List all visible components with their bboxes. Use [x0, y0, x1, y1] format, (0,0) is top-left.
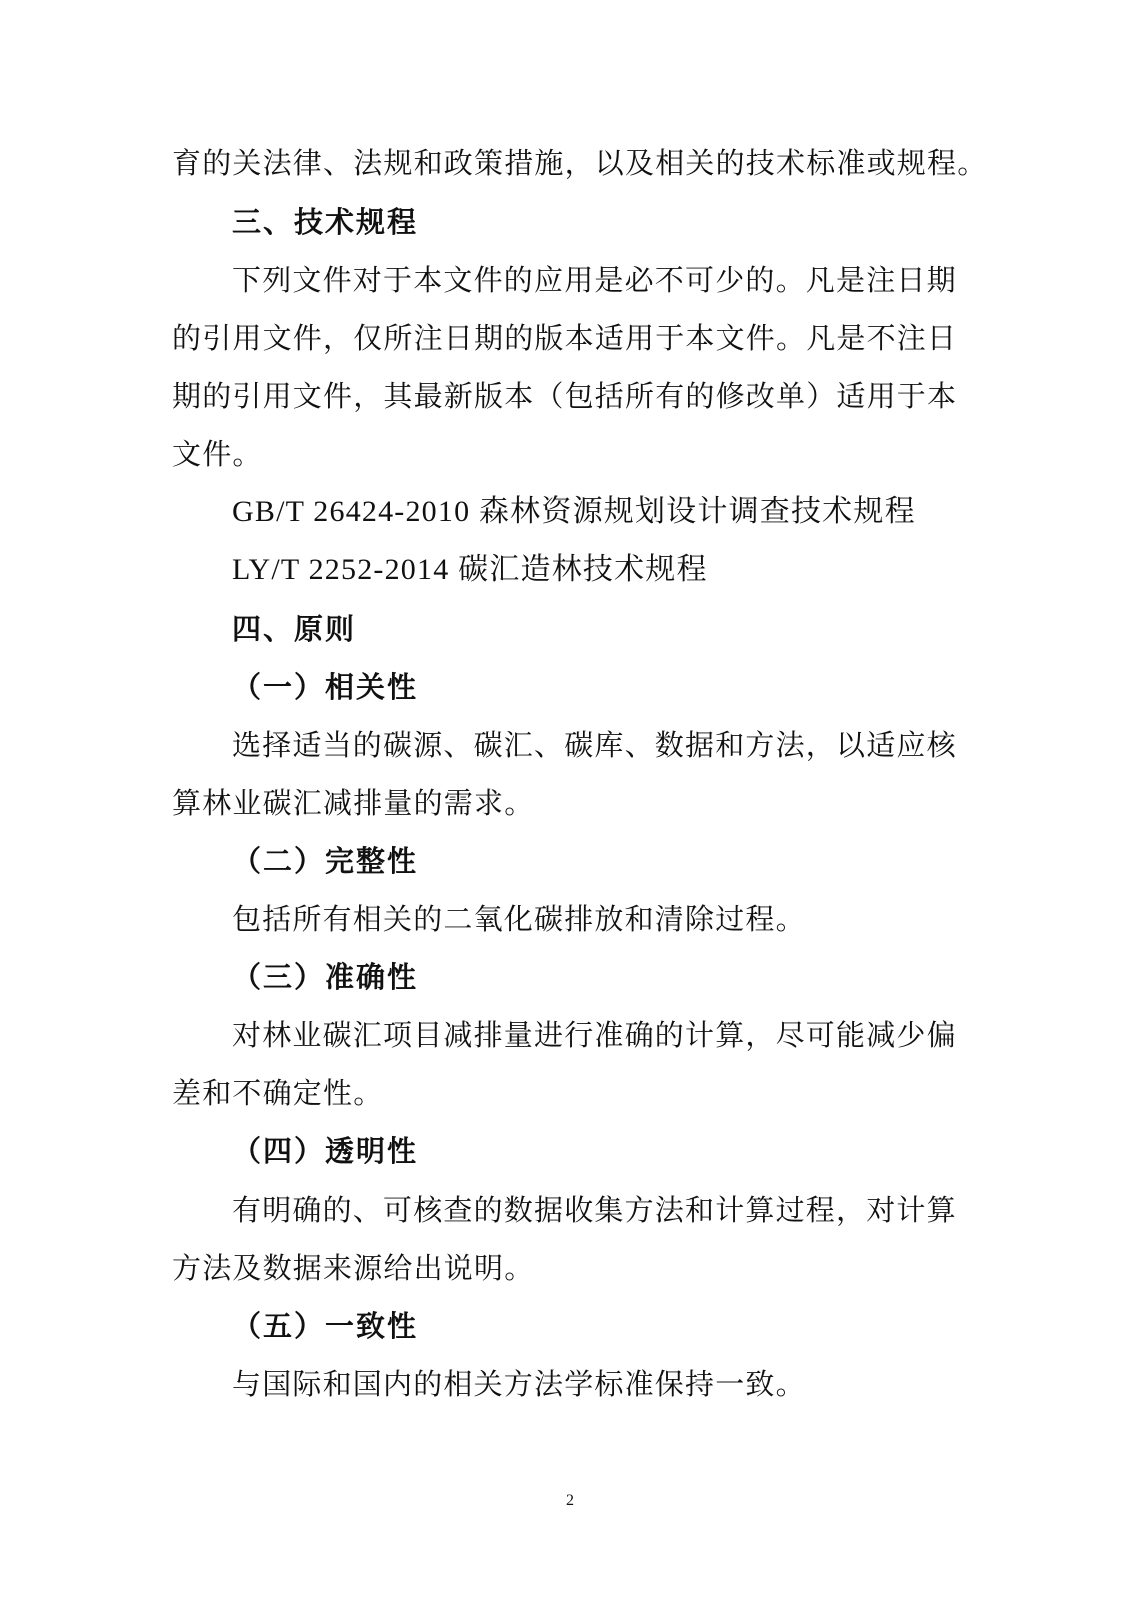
paragraph-line: 包括所有相关的二氧化碳排放和清除过程。	[232, 902, 806, 936]
subheading-completeness: （二）完整性	[232, 844, 419, 878]
paragraph-continuation: 育的关法律、法规和政策措施，以及相关的技术标准或规程。	[172, 146, 988, 180]
subheading-consistency: （五）一致性	[232, 1309, 419, 1343]
subheading-accuracy: （三）准确性	[232, 960, 419, 994]
paragraph-line: 文件。	[172, 437, 263, 471]
subheading-transparency: （四）透明性	[232, 1134, 419, 1168]
paragraph-line: 算林业碳汇减排量的需求。	[172, 786, 535, 820]
standard-reference: GB/T 26424-2010 森林资源规划设计调查技术规程	[232, 495, 916, 528]
section-heading-technical-regulations: 三、技术规程	[232, 205, 419, 239]
subheading-relevance: （一）相关性	[232, 670, 419, 704]
paragraph-line: 方法及数据来源给出说明。	[172, 1251, 535, 1285]
paragraph-line: 与国际和国内的相关方法学标准保持一致。	[232, 1367, 806, 1401]
paragraph-line: 对林业碳汇项目减排量进行准确的计算，尽可能减少偏	[232, 1018, 957, 1052]
section-heading-principles: 四、原则	[232, 612, 357, 646]
paragraph-line: 下列文件对于本文件的应用是必不可少的。凡是注日期	[232, 263, 957, 297]
page-number: 2	[566, 1492, 574, 1509]
paragraph-line: 期的引用文件，其最新版本（包括所有的修改单）适用于本	[172, 379, 958, 413]
paragraph-line: 差和不确定性。	[172, 1076, 384, 1110]
paragraph-line: 的引用文件，仅所注日期的版本适用于本文件。凡是不注日	[172, 321, 958, 355]
paragraph-line: 选择适当的碳源、碳汇、碳库、数据和方法，以适应核	[232, 728, 957, 762]
standard-reference: LY/T 2252-2014 碳汇造林技术规程	[232, 553, 708, 586]
paragraph-line: 有明确的、可核查的数据收集方法和计算过程，对计算	[232, 1193, 957, 1227]
